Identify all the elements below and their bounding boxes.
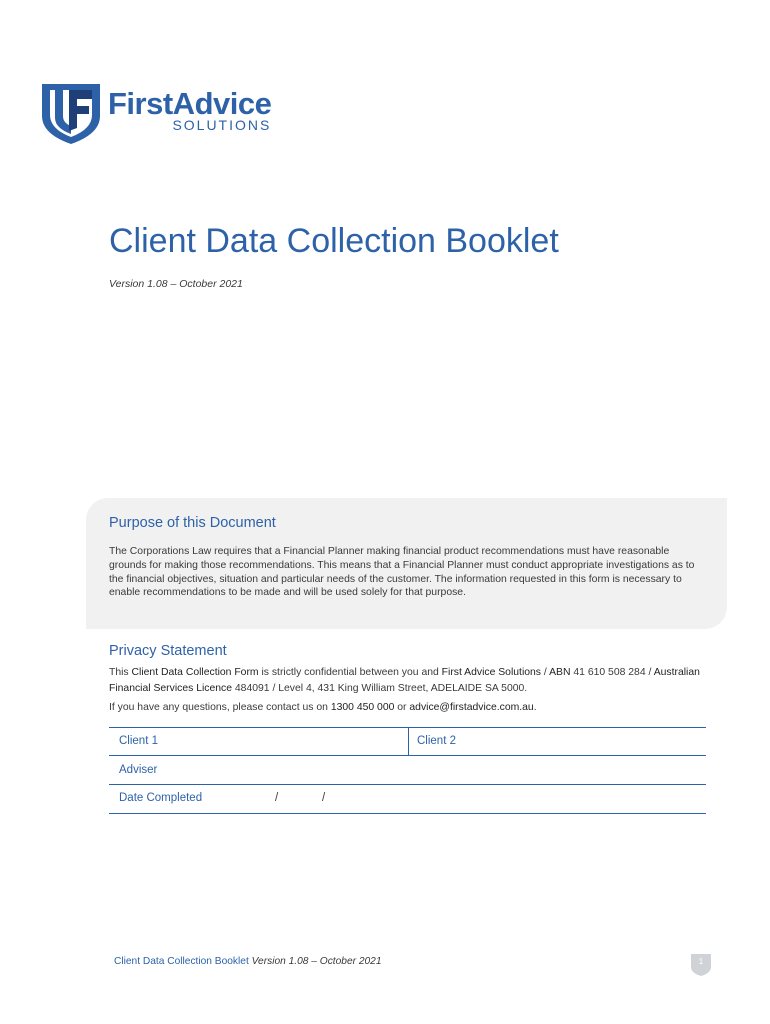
date-completed-field[interactable]: Date Completed	[119, 792, 203, 804]
page-footer	[114, 956, 382, 967]
adviser-field[interactable]: Adviser	[119, 764, 158, 776]
form-rule-2	[109, 784, 706, 785]
page-number: 1	[698, 957, 704, 966]
form-rule-bottom	[109, 813, 706, 814]
logo-wordmark: FirstAdvice	[108, 86, 272, 121]
shield-logo-icon	[40, 82, 102, 146]
logo-subtitle: SOLUTIONS	[172, 117, 272, 133]
document-title: Client Data Collection Booklet	[109, 222, 559, 260]
purpose-heading: Purpose of this Document	[109, 515, 276, 531]
purpose-body: The Corporations Law requires that a Financial Planner making financial product recommendations must have reasonable grounds for making those recommendations. This means that a Financial Planner must conduct appropriate investigations as to the financial objectives, situation and particular needs of the customer. The information requested in this form is necessary to enable recommendations to be made and will be used solely for that purpose.	[109, 546, 695, 599]
privacy-heading: Privacy Statement	[109, 643, 227, 659]
form-rule-1	[109, 755, 706, 756]
date-separator-1: /	[275, 792, 279, 804]
footer-title: Client Data Collection Booklet	[114, 956, 249, 967]
footer-version: Version 1.08 – October 2021	[251, 956, 382, 967]
contact-phone: 1300 450 000	[330, 702, 395, 713]
date-separator-2: /	[322, 792, 326, 804]
contact-line: If you have any questions, please contact us on 1300 450 000 or advice@firstadvice.com.au.	[109, 702, 537, 713]
form-column-divider	[408, 727, 409, 755]
contact-email: advice@firstadvice.com.au	[409, 702, 534, 713]
document-version: Version 1.08 – October 2021	[109, 278, 243, 290]
afsl-label: Australian Financial Services Licence	[109, 667, 700, 694]
privacy-body: This Client Data Collection Form is strictly confidential between you and First Advice Solutions / ABN 41 610 508 284 / Australian Financial Services Licence 484091 / Level 4, 431 King William Street, ADELAIDE SA 5000.	[109, 667, 700, 694]
client-2-field[interactable]: Client 2	[417, 735, 456, 747]
first-advice-logo	[40, 82, 271, 146]
abn-label: ABN	[549, 667, 571, 678]
form-name: Client Data Collection Form	[131, 667, 259, 678]
client-1-field[interactable]: Client 1	[119, 735, 158, 747]
company-name: First Advice Solutions	[441, 667, 542, 678]
